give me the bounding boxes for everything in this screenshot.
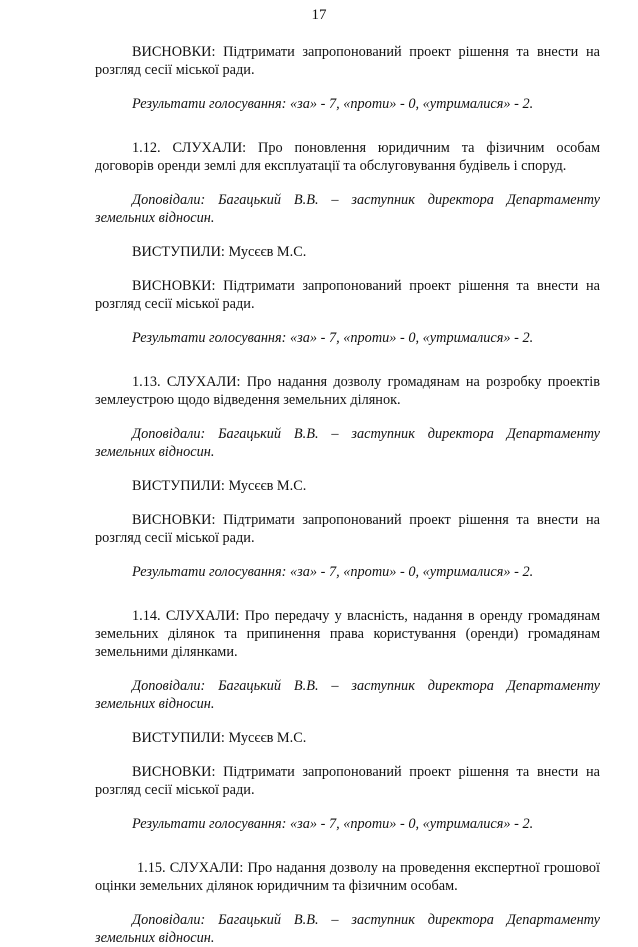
heard-item-1-12: 1.12. СЛУХАЛИ: Про поновлення юридичним та фізичним особам договорів оренди землі для експлуатації та обслуговування будівель і споруд. [95, 140, 600, 174]
conclusion-paragraph: ВИСНОВКИ: Підтримати запропонований проект рішення та внести на розгляд сесії міської ради. [95, 512, 600, 546]
vote-result: Результати голосування: «за» - 7, «проти» - 0, «утрималися» - 2. [132, 96, 534, 112]
vote-result: Результати голосування: «за» - 7, «проти» - 0, «утрималися» - 2. [132, 816, 534, 832]
spoke-paragraph: ВИСТУПИЛИ: Мусєєв М.С. [132, 478, 307, 494]
heard-item-1-15: 1.15. СЛУХАЛИ: Про надання дозволу на проведення експертної грошової оцінки земельних ділянок юридичним та фізичним особам. [95, 860, 600, 894]
reporter-paragraph: Доповідали: Багацький В.В. – заступник директора Департаменту земельних відносин. [95, 192, 600, 226]
minutes-body [95, 43, 600, 947]
reporter-paragraph: Доповідали: Багацький В.В. – заступник директора Департаменту земельних відносин. [95, 678, 600, 712]
conclusion-paragraph: ВИСНОВКИ: Підтримати запропонований проект рішення та внести на розгляд сесії міської ради. [95, 278, 600, 312]
vote-result: Результати голосування: «за» - 7, «проти» - 0, «утрималися» - 2. [132, 330, 534, 346]
vote-result: Результати голосування: «за» - 7, «проти» - 0, «утрималися» - 2. [132, 564, 534, 580]
spoke-paragraph: ВИСТУПИЛИ: Мусєєв М.С. [132, 730, 307, 746]
page-number: 17 [311, 7, 327, 23]
reporter-paragraph: Доповідали: Багацький В.В. – заступник директора Департаменту земельних відносин. [95, 912, 600, 946]
spoke-paragraph: ВИСТУПИЛИ: Мусєєв М.С. [132, 244, 307, 260]
conclusion-paragraph: ВИСНОВКИ: Підтримати запропонований проект рішення та внести на розгляд сесії міської ради. [95, 44, 600, 78]
heard-item-1-14: 1.14. СЛУХАЛИ: Про передачу у власність, надання в оренду громадянам земельних ділянок та припинення права користування (оренди) громадянам земельними ділянками. [95, 608, 600, 660]
reporter-paragraph: Доповідали: Багацький В.В. – заступник директора Департаменту земельних відносин. [95, 426, 600, 460]
conclusion-paragraph: ВИСНОВКИ: Підтримати запропонований проект рішення та внести на розгляд сесії міської ради. [95, 764, 600, 798]
heard-item-1-13: 1.13. СЛУХАЛИ: Про надання дозволу громадянам на розробку проектів землеустрою щодо відведення земельних ділянок. [95, 374, 600, 408]
